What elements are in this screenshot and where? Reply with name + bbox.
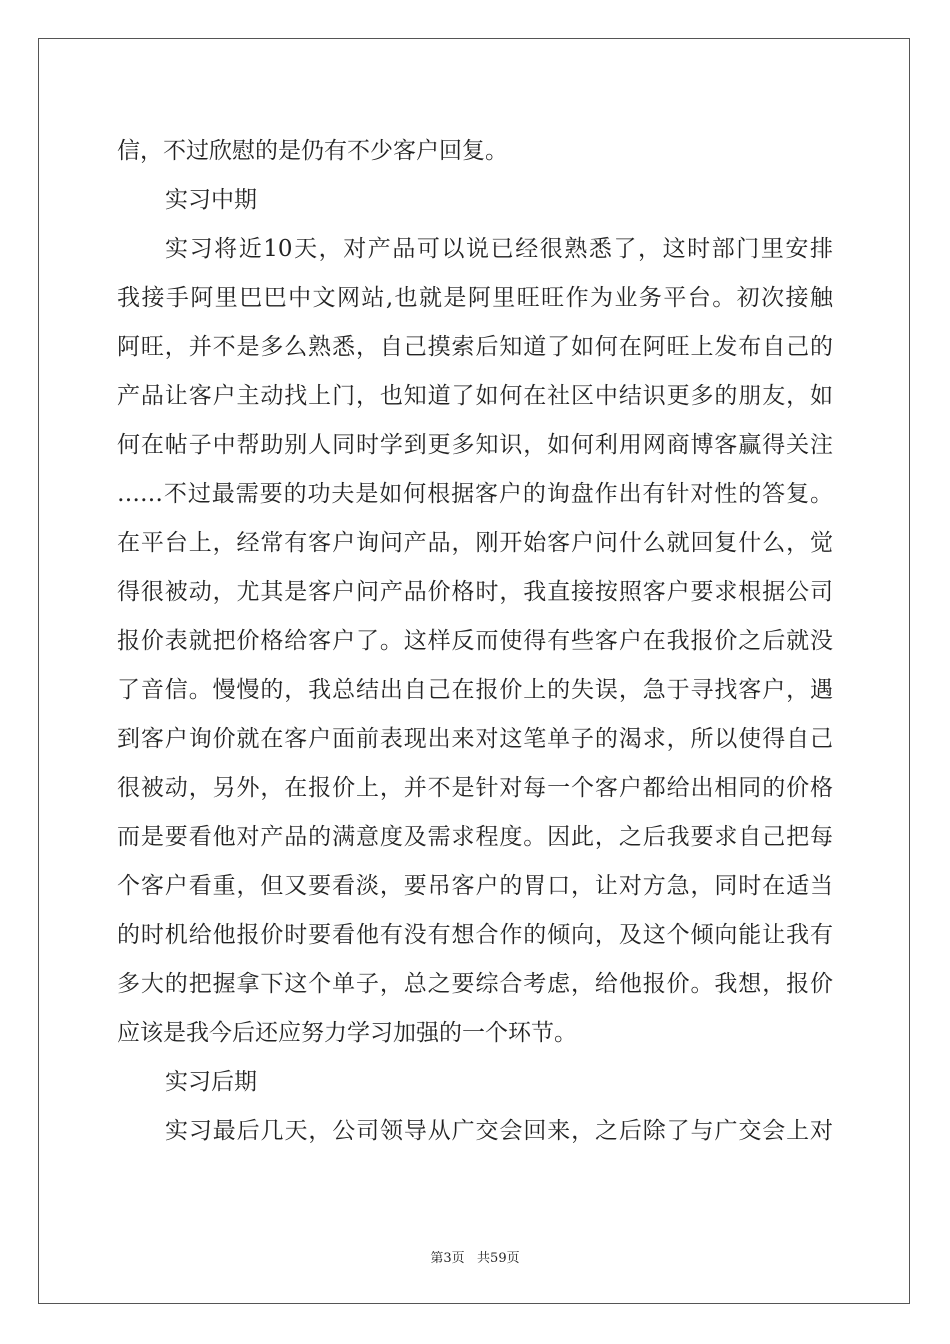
text-line: 而是要看他对产品的满意度及需求程度。因此，之后我要求自己把每 [117,824,833,850]
text-line: 何在帖子中帮助别人同时学到更多知识，如何利用网商博客赢得关注 [117,432,833,458]
text-line: 我接手阿里巴巴中文网站,也就是阿里旺旺作为业务平台。初次接触 [117,285,833,311]
text-line: 在平台上，经常有客户询问产品，刚开始客户问什么就回复什么，觉 [117,530,833,556]
text-line: 个客户看重，但又要看淡，要吊客户的胃口，让对方急，同时在适当 [117,873,833,899]
text-line: ……不过最需要的功夫是如何根据客户的询盘作出有针对性的答复。 [117,481,833,507]
text-line: 多大的把握拿下这个单子，总之要综合考虑，给他报价。我想，报价 [117,971,833,997]
page-border [38,38,910,1304]
text-line: 得很被动，尤其是客户问产品价格时，我直接按照客户要求根据公司 [117,579,833,605]
text-line: 了音信。慢慢的，我总结出自己在报价上的失误，急于寻找客户，遇 [117,677,833,703]
text-line: 到客户询价就在客户面前表现出来对这笔单子的渴求，所以使得自己 [117,726,833,752]
text-line: 信，不过欣慰的是仍有不少客户回复。 [117,138,508,164]
text-line: 的时机给他报价时要看他有没有想合作的倾向，及这个倾向能让我有 [117,922,833,948]
text-line: 产品让客户主动找上门，也知道了如何在社区中结识更多的朋友，如 [117,383,833,409]
section-heading: 实习后期 [165,1069,257,1095]
text-line: 应该是我今后还应努力学习加强的一个环节。 [117,1020,577,1046]
text-line: 实习将近10天，对产品可以说已经很熟悉了，这时部门里安排 [165,236,833,262]
text-line: 很被动，另外，在报价上，并不是针对每一个客户都给出相同的价格 [117,775,833,801]
text-line: 阿旺，并不是多么熟悉，自己摸索后知道了如何在阿旺上发布自己的 [117,334,833,360]
text-line: 实习最后几天，公司领导从广交会回来，之后除了与广交会上对 [165,1118,833,1144]
text-line: 报价表就把价格给客户了。这样反而使得有些客户在我报价之后就没 [117,628,833,654]
section-heading: 实习中期 [165,187,257,213]
page-footer: 第3页 共59页 [430,1251,520,1266]
